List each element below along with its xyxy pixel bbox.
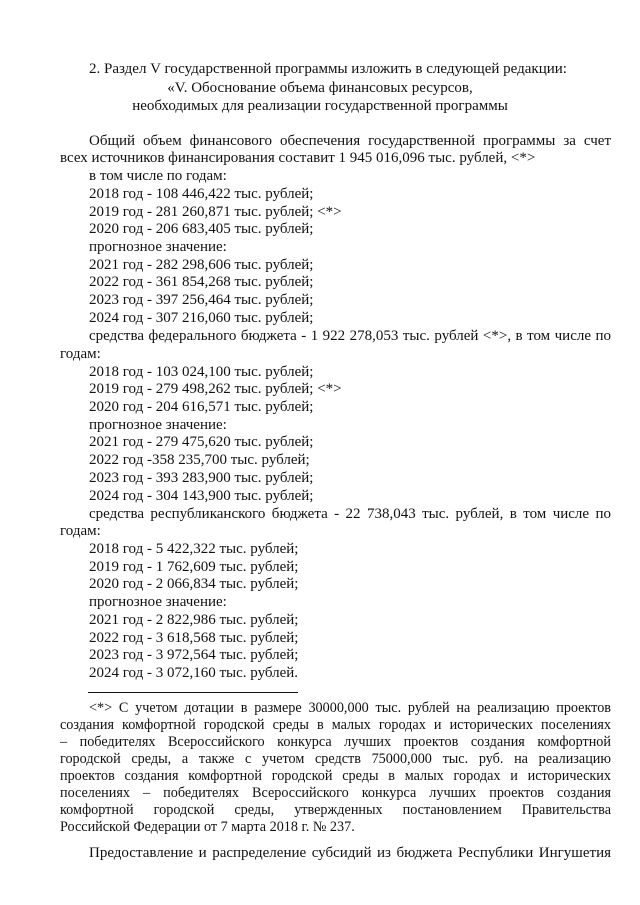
total-by-years: в том числе по годам:	[89, 168, 227, 184]
total-year-2020: 2020 год - 206 683,405 тыс. рублей;	[89, 221, 314, 237]
section-title-line-1: «V. Обоснование объема финансовых ресурсов,	[167, 80, 473, 96]
total-year-2019: 2019 год - 281 260,871 тыс. рублей; <*>	[89, 204, 342, 220]
republic-year-2020: 2020 год - 2 066,834 тыс. рублей;	[89, 576, 299, 592]
republic-year-2022: 2022 год - 3 618,568 тыс. рублей;	[89, 630, 299, 646]
item-intro: 2. Раздел V государственной программы изложить в следующей редакции:	[89, 61, 567, 77]
total-year-2018: 2018 год - 108 446,422 тыс. рублей;	[89, 186, 314, 202]
federal-line-1: средства федерального бюджета - 1 922 278,053 тыс. рублей <*>, в том числе по	[89, 328, 611, 344]
federal-year-2021: 2021 год - 279 475,620 тыс. рублей;	[89, 434, 314, 450]
republic-year-2024: 2024 год - 3 072,160 тыс. рублей.	[89, 665, 299, 681]
federal-line-2: годам:	[60, 346, 101, 362]
footnote-line-2: создания комфортной городской среды в малых городах и исторических поселениях	[60, 717, 611, 733]
total-year-2021: 2021 год - 282 298,606 тыс. рублей;	[89, 257, 314, 273]
footnote-line-8: Российской Федерации от 7 марта 2018 г. № 237.	[60, 819, 355, 835]
footnote-separator	[88, 692, 298, 693]
republic-year-2019: 2019 год - 1 762,609 тыс. рублей;	[89, 559, 299, 575]
federal-year-2024: 2024 год - 304 143,900 тыс. рублей;	[89, 488, 314, 504]
footnote-line-7: комфортной городской среды, утвержденных постановлением Правительства	[60, 802, 611, 818]
republic-line-1: средства республиканского бюджета - 22 738,043 тыс. рублей, в том числе по	[89, 506, 611, 522]
total-year-2022: 2022 год - 361 854,268 тыс. рублей;	[89, 274, 314, 290]
footnote-line-6: поселениях – победителях Всероссийского конкурса лучших проектов создания	[60, 785, 611, 801]
federal-year-2018: 2018 год - 103 024,100 тыс. рублей;	[89, 364, 314, 380]
republic-line-2: годам:	[60, 523, 101, 539]
federal-forecast-label: прогнозное значение:	[89, 417, 227, 433]
footnote-line-3: – победителях Всероссийского конкурса лучших проектов создания комфортной	[60, 734, 611, 750]
federal-year-2020: 2020 год - 204 616,571 тыс. рублей;	[89, 399, 314, 415]
footnote-line-4: городской среды, а также с учетом средств 75000,000 тыс. руб. на реализацию	[60, 751, 611, 767]
closing-line: Предоставление и распределение субсидий из бюджета Республики Ингушетия	[89, 845, 611, 861]
total-year-2024: 2024 год - 307 216,060 тыс. рублей;	[89, 310, 314, 326]
footnote-line-1: <*> С учетом дотации в размере 30000,000 тыс. рублей на реализацию проектов	[89, 700, 611, 716]
republic-forecast-label: прогнозное значение:	[89, 594, 227, 610]
federal-year-2022: 2022 год -358 235,700 тыс. рублей;	[89, 452, 310, 468]
total-line-2: всех источников финансирования составит 1 945 016,096 тыс. рублей, <*>	[60, 150, 536, 166]
footnote-line-5: проектов создания комфортной городской среды в малых городах и исторических	[60, 768, 611, 784]
total-year-2023: 2023 год - 397 256,464 тыс. рублей;	[89, 292, 314, 308]
section-title-line-2: необходимых для реализации государственной программы	[132, 98, 508, 114]
federal-year-2023: 2023 год - 393 283,900 тыс. рублей;	[89, 470, 314, 486]
total-line-1: Общий объем финансового обеспечения государственной программы за счет	[89, 133, 611, 149]
republic-year-2021: 2021 год - 2 822,986 тыс. рублей;	[89, 612, 299, 628]
federal-year-2019: 2019 год - 279 498,262 тыс. рублей; <*>	[89, 381, 342, 397]
total-forecast-label: прогнозное значение:	[89, 239, 227, 255]
republic-year-2023: 2023 год - 3 972,564 тыс. рублей;	[89, 647, 299, 663]
republic-year-2018: 2018 год - 5 422,322 тыс. рублей;	[89, 541, 299, 557]
